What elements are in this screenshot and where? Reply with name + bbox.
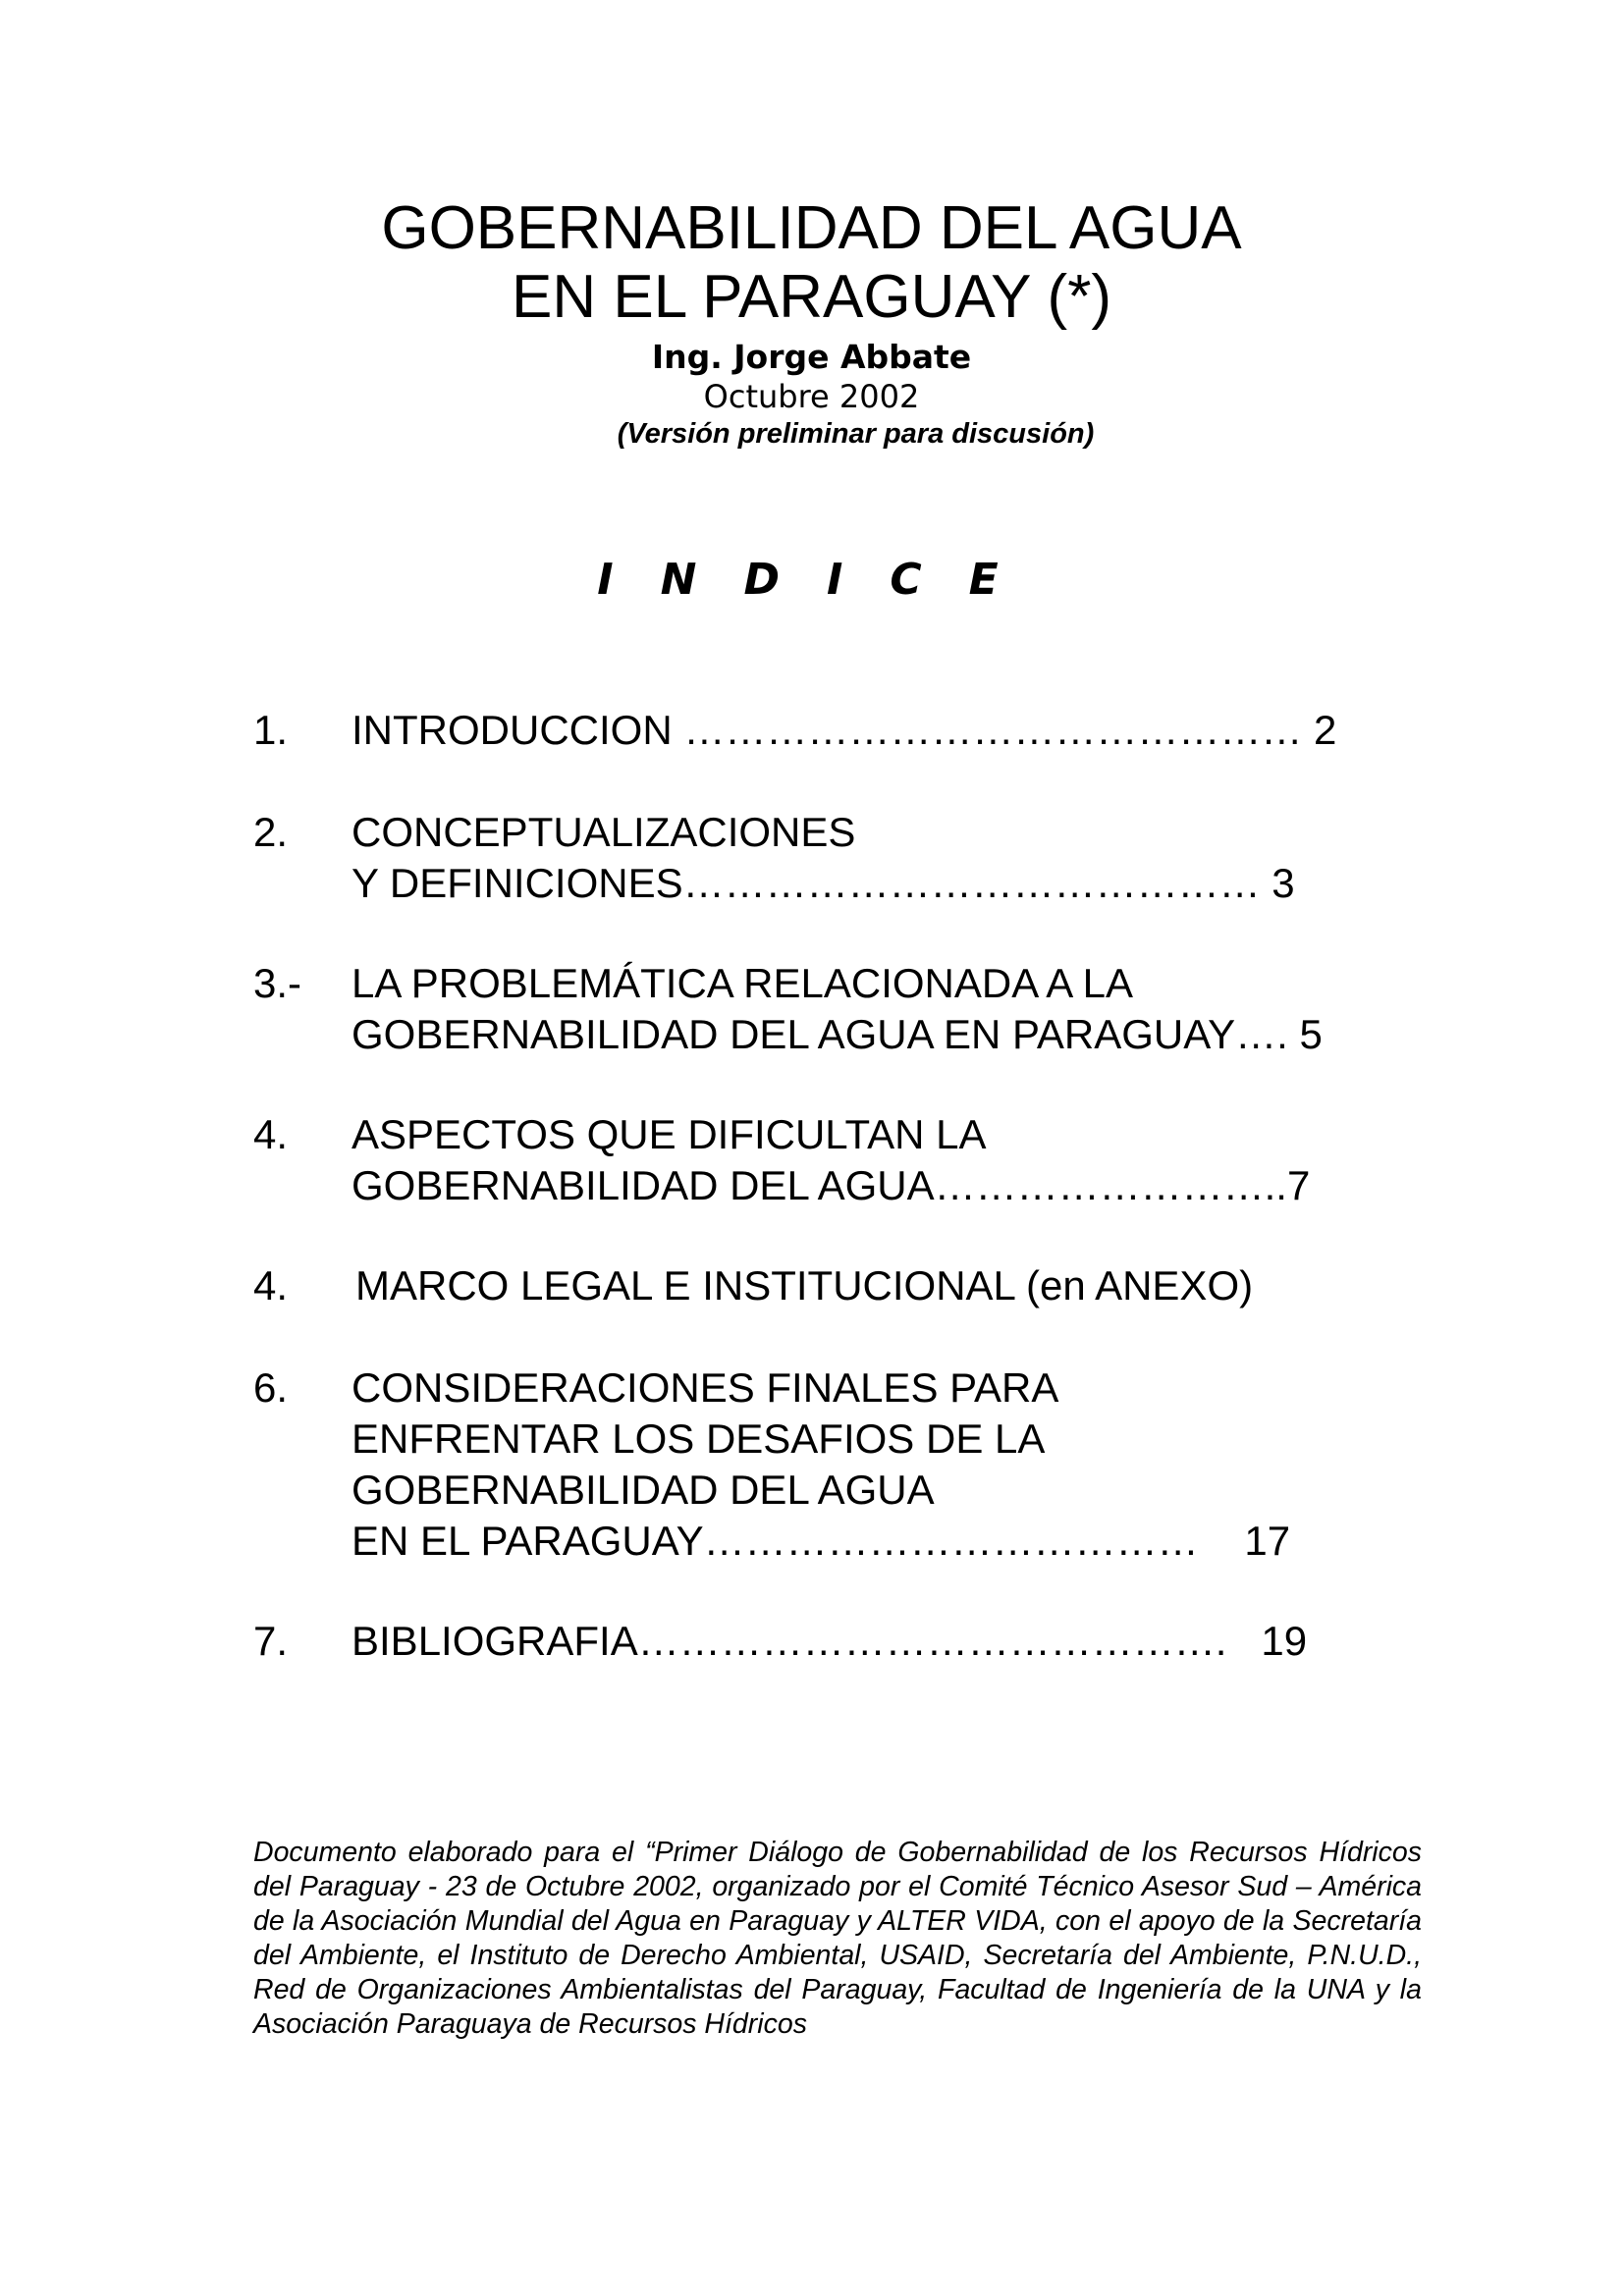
toc-item-number: 1. bbox=[253, 707, 289, 753]
toc-item-line: Y DEFINICIONES…………………………………… 3 bbox=[352, 860, 1295, 906]
toc-item-number: 7. bbox=[253, 1618, 289, 1664]
toc-item-line: GOBERNABILIDAD DEL AGUA EN PARAGUAY…. 5 bbox=[352, 1011, 1323, 1057]
toc-item-text bbox=[352, 1109, 1422, 1211]
toc-item-problematica bbox=[253, 958, 1422, 1060]
toc-item-line: CONSIDERACIONES FINALES PARA bbox=[352, 1364, 1059, 1411]
toc-item-conceptualizaciones bbox=[253, 807, 1422, 909]
toc-item-number: 3.- bbox=[253, 960, 302, 1006]
document-title-line-1: GOBERNABILIDAD DEL AGUA bbox=[381, 194, 1242, 262]
toc-item-line: GOBERNABILIDAD DEL AGUA……………………..7 bbox=[352, 1162, 1311, 1208]
toc-item-line: ENFRENTAR LOS DESAFIOS DE LA bbox=[352, 1415, 1046, 1462]
toc-item-number: 2. bbox=[253, 809, 289, 855]
toc-item-consideraciones bbox=[253, 1362, 1422, 1567]
footnote: Documento elaborado para el “Primer Diálogo de Gobernabilidad de los Recursos Hídricos del Paraguay - 23 de Octubre 2002, organizado por el Comité Técnico Asesor Sud – América de la Asociación Mundial del Agua en Paraguay y ALTER VIDA, con el apoyo de la Secretaría del Ambiente, el Instituto de Derecho Ambiental, USAID, Secretaría del Ambiente, P.N.U.D., Red de Organizaciones Ambientalistas del Paraguay, Facultad de Ingeniería de la UNA y la Asociación Paraguaya de Recursos Hídricos bbox=[253, 1837, 1422, 2040]
toc-item-line: INTRODUCCION ……………………………………… 2 bbox=[352, 707, 1337, 753]
toc-item-text bbox=[355, 1260, 1422, 1311]
toc-item-line: BIBLIOGRAFIA……………………………………. 19 bbox=[352, 1618, 1308, 1664]
title-block bbox=[0, 194, 1623, 452]
toc-item-introduccion bbox=[253, 705, 1422, 756]
toc-item-line: GOBERNABILIDAD DEL AGUA bbox=[352, 1467, 935, 1513]
toc-item-text bbox=[352, 705, 1422, 756]
toc-item-number: 4. bbox=[253, 1262, 289, 1308]
toc-item-line: EN EL PARAGUAY……………………………… 17 bbox=[352, 1518, 1291, 1564]
toc-item-aspectos bbox=[253, 1109, 1422, 1211]
toc-item-number: 6. bbox=[253, 1364, 289, 1411]
toc-item-marco-legal bbox=[253, 1260, 1422, 1311]
document-title-line-2: EN EL PARAGUAY (*) bbox=[512, 263, 1111, 331]
toc-item-text bbox=[352, 958, 1422, 1060]
toc-item-line: ASPECTOS QUE DIFICULTAN LA bbox=[352, 1111, 987, 1157]
toc-item-text bbox=[352, 1362, 1422, 1567]
version-note: (Versión preliminar para discusión) bbox=[617, 418, 1095, 450]
toc-item-line: MARCO LEGAL E INSTITUCIONAL (en ANEXO) bbox=[355, 1262, 1254, 1308]
toc-item-line: LA PROBLEMÁTICA RELACIONADA A LA bbox=[352, 960, 1133, 1006]
toc-item-bibliografia bbox=[253, 1616, 1422, 1667]
toc-item-number: 4. bbox=[253, 1111, 289, 1157]
document-date: Octubre 2002 bbox=[703, 378, 920, 415]
author: Ing. Jorge Abbate bbox=[651, 338, 972, 376]
toc-item-text bbox=[352, 1616, 1422, 1667]
toc-item-text bbox=[352, 807, 1422, 909]
index-heading: INDICE bbox=[597, 555, 1046, 605]
toc-item-line: CONCEPTUALIZACIONES bbox=[352, 809, 856, 855]
